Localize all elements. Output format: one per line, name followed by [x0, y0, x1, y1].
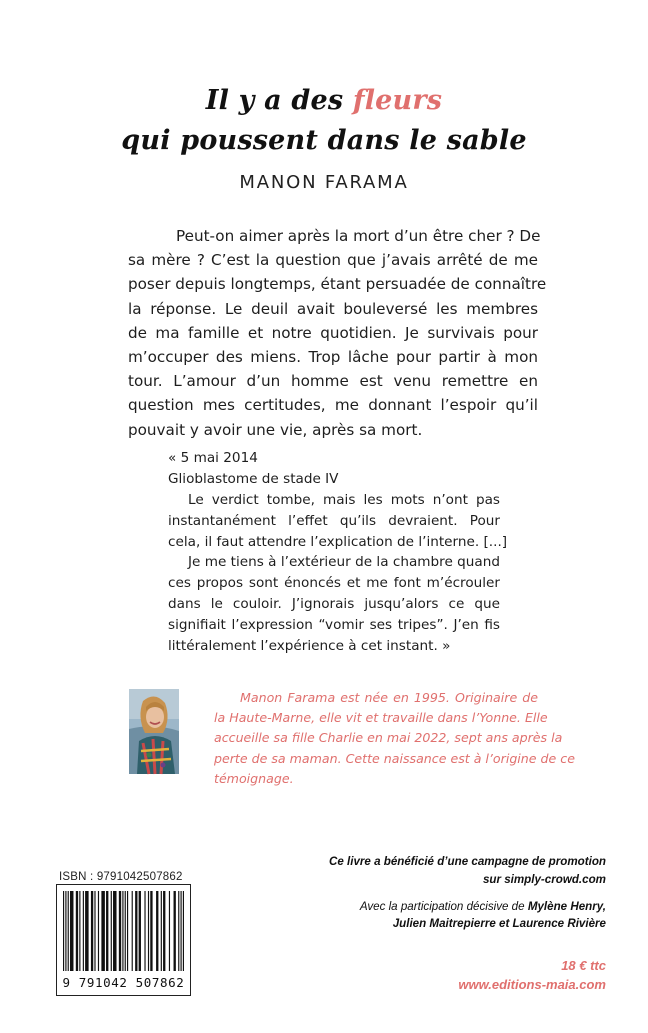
price: 18 € ttc: [561, 958, 606, 973]
barcode-bar: [98, 891, 99, 971]
barcode-bar: [174, 891, 176, 971]
barcode-bar: [76, 891, 78, 971]
barcode-bar: [144, 891, 145, 971]
participation-name: Mylène Henry,: [527, 900, 606, 913]
barcode-bar: [83, 891, 84, 971]
barcode-bar: [139, 891, 141, 971]
synopsis-line: m’occuper des miens. Trop lâche pour partir à mon: [128, 347, 538, 366]
author-photo: [129, 689, 179, 774]
excerpt-line: cela, il faut attendre l’explication de l’interne. [...]: [168, 533, 508, 550]
synopsis-line: sa mère ? C’est la question que j’avais arrêté de me: [128, 251, 538, 270]
title-text: Il y a des: [205, 85, 353, 116]
synopsis-line: question mes certitudes, me donnant l’espoir qu’il: [128, 396, 538, 415]
synopsis-line: la réponse. Le deuil avait bouleversé les membres: [128, 299, 538, 318]
participation-prefix: Avec la participation décisive de: [359, 900, 528, 913]
barcode-bar: [163, 891, 165, 971]
barcode-bar: [113, 891, 116, 971]
barcode-bar: [111, 891, 112, 971]
barcode-bar: [169, 891, 170, 971]
bio-line: la Haute-Marne, elle vit et travaille dans l’Yonne. Elle: [214, 710, 548, 726]
barcode-bar: [68, 891, 69, 971]
participation-line-2: Julien Maitrepierre et Laurence Rivière: [392, 917, 606, 930]
excerpt-line: instantanément l’effet qu’ils devraient. Pour: [168, 512, 500, 529]
barcode-bar: [181, 891, 182, 971]
barcode: [56, 884, 191, 996]
barcode-bar: [79, 891, 80, 971]
synopsis-line: tour. L’amour d’un homme est venu remettre en: [128, 372, 538, 391]
barcode-bar: [148, 891, 149, 971]
barcode-bar: [85, 891, 88, 971]
excerpt-line: ces propos sont énoncés et me font m’écrouler: [168, 575, 500, 592]
barcode-bar: [70, 891, 73, 971]
publisher-website: www.editions-maia.com: [458, 977, 606, 992]
book-title-line-1: [0, 82, 648, 120]
excerpt-line: dans le couloir. J’ignorais jusqu’alors ce que: [168, 596, 500, 613]
title-accent-word: fleurs: [352, 85, 443, 116]
bio-line: perte de sa maman. Cette naissance est à l’origine de ce: [214, 750, 575, 766]
promo-line-1: Ce livre a bénéficié d’une campagne de promotion: [328, 855, 606, 868]
barcode-bar: [156, 891, 158, 971]
bio-line: Manon Farama est née en 1995. Originaire de: [240, 690, 538, 705]
barcode-bar: [127, 891, 128, 971]
barcode-bar: [65, 891, 66, 971]
excerpt-line: signifiait l’expression “vomir ses tripes”. J’en fis: [168, 617, 500, 634]
promo-line-2: sur simply-crowd.com: [482, 873, 606, 886]
barcode-bar: [122, 891, 123, 971]
synopsis-line: de ma famille et notre quotidien. Je survivais pour: [128, 323, 538, 342]
author-name: MANON FARAMA: [239, 172, 409, 193]
synopsis-line: Peut-on aimer après la mort d’un être cher ? De: [176, 227, 541, 245]
bio-line: témoignage.: [214, 770, 294, 786]
synopsis: [128, 224, 547, 442]
barcode-bar: [119, 891, 121, 971]
excerpt-line: littéralement l’expérience à cet instant. »: [168, 638, 451, 655]
author-bio: [214, 688, 575, 789]
barcode-bar: [178, 891, 179, 971]
barcode-bars: [63, 891, 184, 977]
barcode-bar: [101, 891, 104, 971]
barcode-bar: [132, 891, 133, 971]
participation-line-1: [360, 900, 606, 913]
isbn-label: ISBN : 9791042507862: [59, 871, 183, 883]
book-excerpt: [168, 448, 508, 657]
synopsis-line: poser depuis longtemps, étant persuadée de connaître: [128, 275, 547, 294]
barcode-bar: [135, 891, 137, 971]
excerpt-line: Je me tiens à l’extérieur de la chambre quand: [188, 554, 500, 571]
excerpt-line: Le verdict tombe, mais les mots n’ont pas: [188, 491, 500, 508]
barcode-bar: [91, 891, 93, 971]
barcode-bar: [63, 891, 64, 971]
barcode-bar: [183, 891, 184, 971]
barcode-bar: [161, 891, 162, 971]
barcode-bar: [125, 891, 126, 971]
barcode-bar: [106, 891, 108, 971]
book-title-line-2: qui poussent dans le sable: [121, 125, 527, 156]
excerpt-line: « 5 mai 2014: [168, 450, 258, 466]
barcode-bar: [150, 891, 152, 971]
barcode-digits: 9 791042 507862: [62, 975, 185, 990]
barcode-bar: [94, 891, 95, 971]
bio-line: accueille sa fille Charlie en mai 2022, sept ans après la: [214, 730, 563, 746]
excerpt-line: Glioblastome de stade IV: [168, 470, 339, 487]
synopsis-line: pouvait y avoir une vie, après sa mort.: [128, 420, 423, 439]
